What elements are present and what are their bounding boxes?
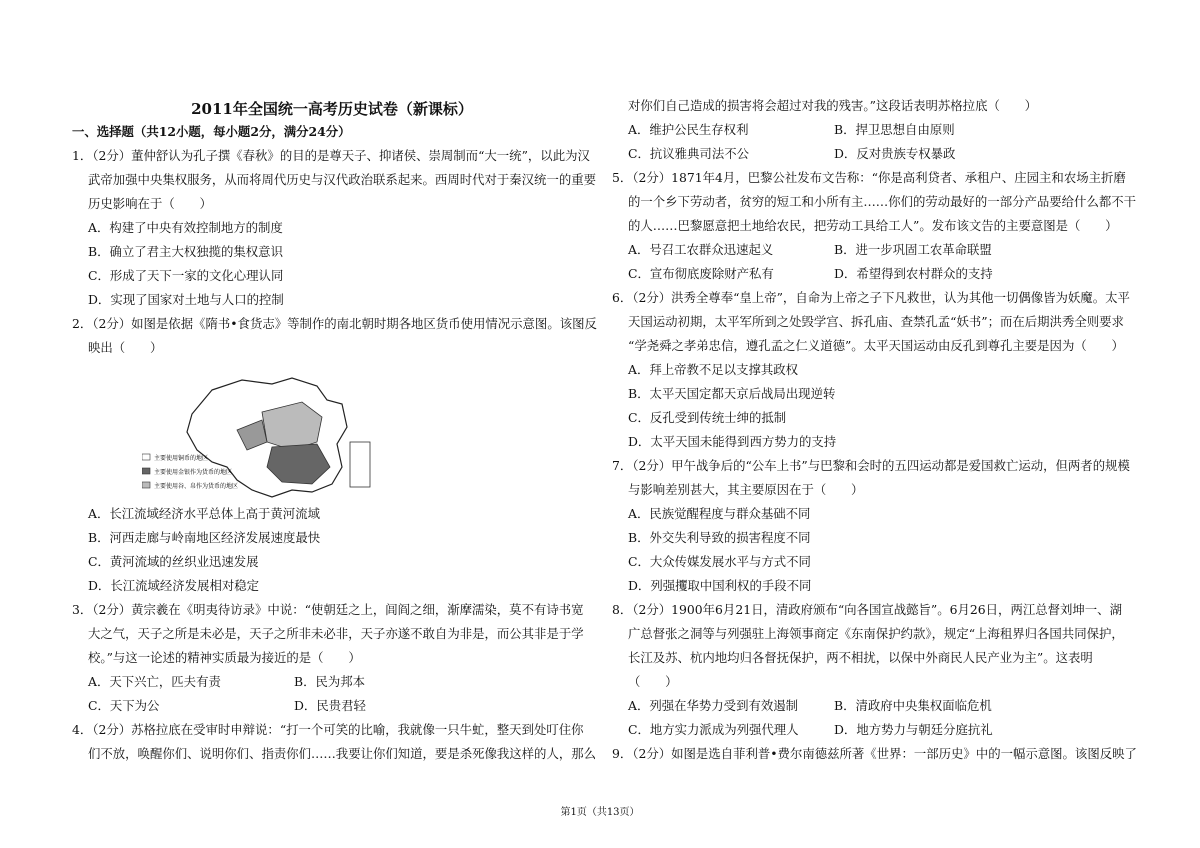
option: C．地方实力派成为列强代理人 <box>628 722 799 737</box>
text-line: 3．（2分）黄宗羲在《明夷待访录》中说：“使朝廷之上，闾阎之细，渐摩濡染，莫不有诗书宽 <box>72 602 584 617</box>
legend-label: 主要使用谷、帛作为货币的地区 <box>154 483 239 490</box>
option: B．确立了君主大权独揽的集权意识 <box>88 244 283 259</box>
option: A．维护公民生存权利 <box>628 122 749 137</box>
option: C．大众传媒发展水平与方式不同 <box>628 554 811 569</box>
legend-label: 主要使用金银作为货币的地区 <box>154 469 233 476</box>
option: A．号召工农群众迅速起义 <box>628 242 774 257</box>
text-line: 5．（2分）1871年4月，巴黎公社发布文告称：“你是高利贷者、承租户、庄园主和农场主折磨 <box>612 170 1126 185</box>
text-line: 与影响差别甚大，其主要原因在于（ ） <box>628 482 864 497</box>
section-heading: 一、选择题（共12小题，每小题2分，满分24分） <box>72 124 351 139</box>
china-currency-map <box>142 372 372 502</box>
text-line: 历史影响在于（ ） <box>88 196 212 211</box>
option: A．列强在华势力受到有效遏制 <box>628 698 799 713</box>
option: D．反对贵族专权暴政 <box>834 146 956 161</box>
text-line: 长江及苏、杭内地均归各督抚保护，两不相扰，以保中外商民人民产业为主”。这表明 <box>628 650 1093 665</box>
text-line: 9．（2分）如图是选自菲利普•费尔南德兹所著《世界：一部历史》中的一幅示意图。该图反映了 <box>612 746 1137 761</box>
option: C．黄河流域的丝织业迅速发展 <box>88 554 259 569</box>
text-line: 1．（2分）董仲舒认为孔子撰《春秋》的目的是尊天子、抑诸侯、崇周制而“大一统”，以此为汉 <box>72 148 590 163</box>
legend-label: 主要使用铜币的地区 <box>154 455 209 462</box>
option: A．天下兴亡，匹夫有责 <box>88 674 221 689</box>
option: D．实现了国家对土地与人口的控制 <box>88 292 284 307</box>
option: A．民族觉醒程度与群众基础不同 <box>628 506 811 521</box>
text-line: 武帝加强中央集权服务，从而将周代历史与汉代政治联系起来。西周时代对于秦汉统一的重要 <box>88 172 597 187</box>
text-line: 校。”与这一论述的精神实质最为接近的是（ ） <box>88 650 361 665</box>
option: B．清政府中央集权面临危机 <box>834 698 992 713</box>
option: B．河西走廊与岭南地区经济发展速度最快 <box>88 530 321 545</box>
option: D．地方势力与朝廷分庭抗礼 <box>834 722 993 737</box>
option: C．抗议雅典司法不公 <box>628 146 749 161</box>
option: C．宣布彻底废除财产私有 <box>628 266 774 281</box>
option: C．反孔受到传统士绅的抵制 <box>628 410 787 425</box>
text-line: 大之气，天子之所是未必是，天子之所非未必非，天子亦遂不敢自为非是，而公其非是于学 <box>88 626 584 641</box>
option: C．天下为公 <box>88 698 160 713</box>
option: D．长江流域经济发展相对稳定 <box>88 578 260 593</box>
option: B．民为邦本 <box>294 674 366 689</box>
option: C．形成了天下一家的文化心理认同 <box>88 268 284 283</box>
text-line: 们不放，唤醒你们、说明你们、指责你们……我要让你们知道，要是杀死像我这样的人，那么 <box>88 746 597 761</box>
option: D．太平天国未能得到西方势力的支持 <box>628 434 837 449</box>
option: B．捍卫思想自由原则 <box>834 122 955 137</box>
text-line: 天国运动初期，太平军所到之处毁学宫、拆孔庙、查禁孔孟“妖书”；而在后期洪秀全则要求 <box>628 314 1124 329</box>
text-line: 对你们自己造成的损害将会超过对我的残害。”这段话表明苏格拉底（ ） <box>628 98 1038 113</box>
option: A．拜上帝教不足以支撑其政权 <box>628 362 799 377</box>
text-line: 映出（ ） <box>88 340 163 355</box>
text-line: 2．（2分）如图是依据《隋书•食货志》等制作的南北朝时期各地区货币使用情况示意图。该图反 <box>72 316 597 331</box>
option: B．太平天国定都天京后战局出现逆转 <box>628 386 836 401</box>
text-line: “学尧舜之孝弟忠信，遵孔孟之仁义道德”。太平天国运动由反孔到尊孔主要是因为（ ） <box>628 338 1124 353</box>
option: D．列强攫取中国利权的手段不同 <box>628 578 812 593</box>
text-line: 的一个乡下劳动者，贫穷的短工和小所有主……你们的劳动最好的一部分产品要给什么都不干 <box>628 194 1137 209</box>
page-footer: 第1页（共13页） <box>560 807 640 818</box>
text-line: 6．（2分）洪秀全尊奉“皇上帝”，自命为上帝之子下凡救世，认为其他一切偶像皆为妖魔。太平 <box>612 290 1130 305</box>
text-line: 4．（2分）苏格拉底在受审时申辩说：“打一个可笑的比喻，我就像一只牛虻，整天到处叮住你 <box>72 722 584 737</box>
option: B．进一步巩固工农革命联盟 <box>834 242 992 257</box>
text-line: 7．（2分）甲午战争后的“公车上书”与巴黎和会时的五四运动都是爱国救亡运动，但两者的规模 <box>612 458 1130 473</box>
page-title: 2011年全国统一高考历史试卷（新课标） <box>191 100 473 118</box>
text-line: （ ） <box>628 674 678 689</box>
option: D．民贵君轻 <box>294 698 366 713</box>
option: D．希望得到农村群众的支持 <box>834 266 993 281</box>
option: A．构建了中央有效控制地方的制度 <box>88 220 283 235</box>
text-line: 8．（2分）1900年6月21日，清政府颁布“向各国宣战懿旨”。6月26日，两江总督刘坤一、湖 <box>612 602 1122 617</box>
text-line: 的人……巴黎愿意把土地给农民，把劳动工具给工人”。发布该文告的主要意图是（ ） <box>628 218 1118 233</box>
option: B．外交失利导致的损害程度不同 <box>628 530 811 545</box>
option: A．长江流域经济水平总体上高于黄河流域 <box>88 506 320 521</box>
text-line: 广总督张之洞等与列强驻上海领事商定《东南保护约款》，规定“上海租界归各国共同保护， <box>628 626 1124 641</box>
